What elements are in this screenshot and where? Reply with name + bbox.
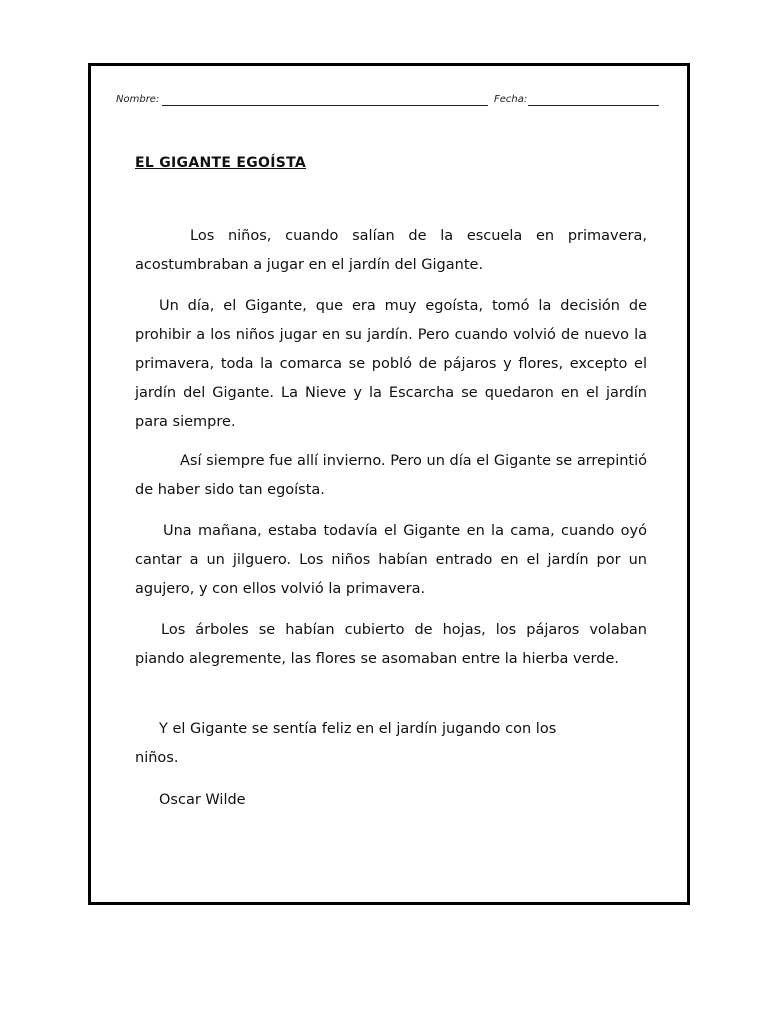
- paragraph-3: Así siempre fue allí invierno. Pero un día el Gigante se arrepintió de haber sido tan egoísta.: [135, 453, 647, 498]
- paragraph-5: Los árboles se habían cubierto de hojas, los pájaros volaban piando alegremente, las flores se asomaban entre la hierba verde.: [135, 622, 647, 667]
- name-field-line[interactable]: [162, 105, 488, 106]
- worksheet-header: [116, 94, 661, 110]
- document-title: EL GIGANTE EGOÍSTA: [135, 155, 307, 171]
- name-label: Nombre:: [116, 94, 160, 105]
- paragraph-4: Una mañana, estaba todavía el Gigante en la cama, cuando oyó cantar a un jilguero. Los niños habían entrado en el jardín por un agujero, y con ellos volvió la primavera.: [135, 523, 647, 597]
- paragraph-2: Un día, el Gigante, que era muy egoísta, tomó la decisión de prohibir a los niños jugar en su jardín. Pero cuando volvió de nuevo la primavera, toda la comarca se pobló de pájaros y flores, excepto el jardín del Gigante. La Nieve y la Escarcha se quedaron en el jardín para siempre.: [135, 298, 647, 430]
- paragraph-1: Los niños, cuando salían de la escuela en primavera, acostumbraban a jugar en el jardín del Gigante.: [135, 228, 647, 273]
- date-field-line[interactable]: [528, 105, 659, 106]
- date-label: Fecha:: [494, 94, 528, 105]
- author-signature: Oscar Wilde: [159, 792, 246, 808]
- paragraph-6: Y el Gigante se sentía feliz en el jardín jugando con los niños.: [135, 721, 557, 766]
